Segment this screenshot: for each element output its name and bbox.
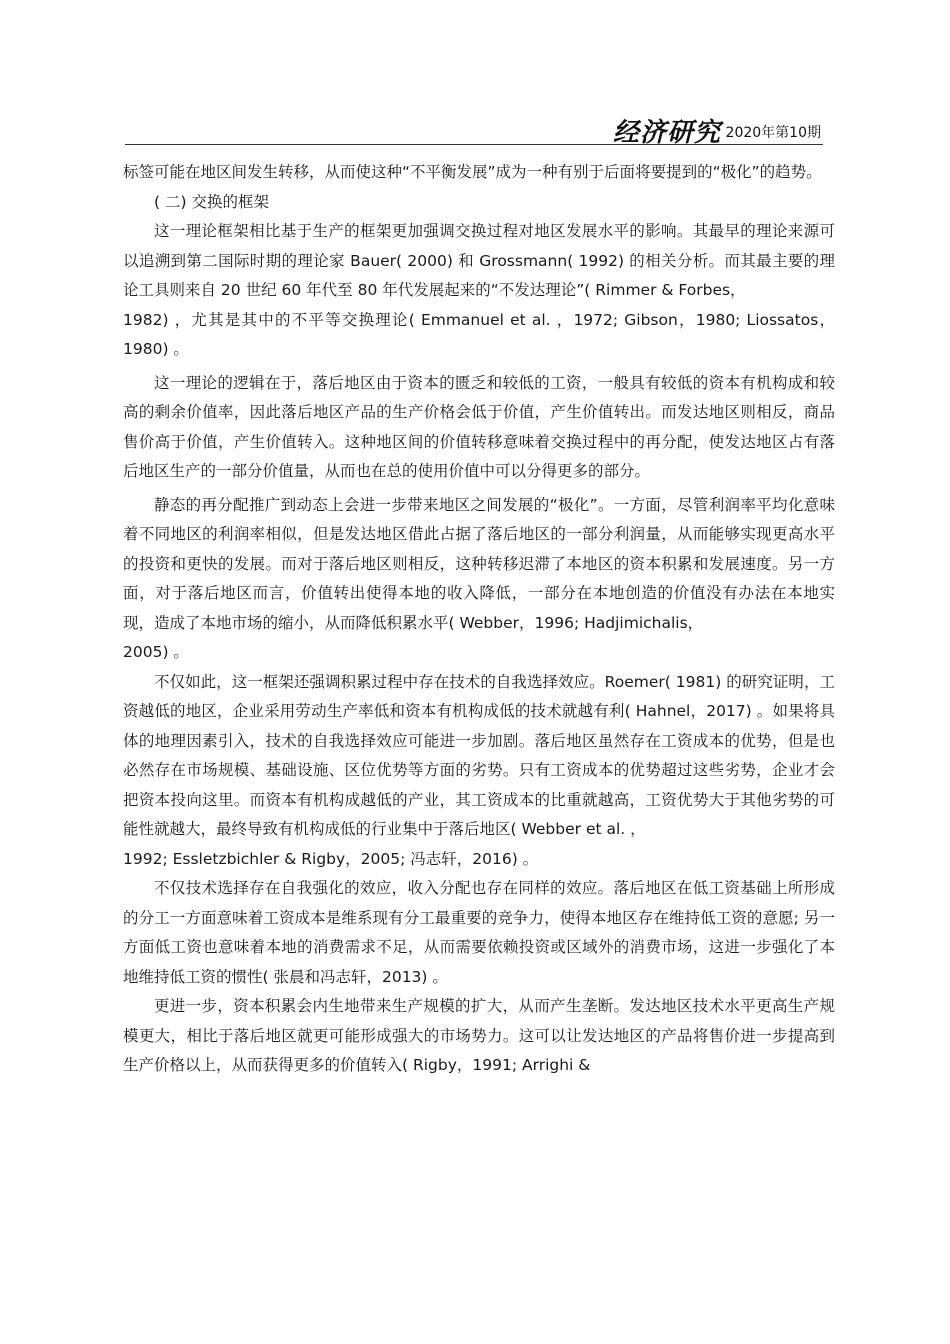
paragraph: 这一理论框架相比基于生产的框架更加强调交换过程对地区发展水平的影响。其最早的理论来源可以追溯到第二国际时期的理论家 Bauer( 2000) 和 Grossmann( 1992) 的相关分析。而其最主要的理论工具则来自 20 世纪 60 年代至 80 年代发展起来的“不发达理论”( Rimmer & Forbes，	[123, 222, 835, 299]
paragraph: 1982) ，尤其是其中的不平等交换理论( Emmanuel et al. ，1972; Gibson，1980; Liossatos，1980) 。	[123, 310, 835, 358]
paragraph: 不仅技术选择存在自我强化的效应，收入分配也存在同样的效应。落后地区在低工资基础上所形成的分工一方面意味着工资成本是维系现有分工最重要的竞争力，使得本地区存在维持低工资的意愿; 另一方面低工资也意味着本地的消费需求不足，从而需要依赖投资或区域外的消费市场，这进一步强化了本地维持低工资的惯性( 张晨和冯志轩，2013) 。	[123, 879, 835, 986]
paragraph: 不仅如此，这一框架还强调积累过程中存在技术的自我选择效应。Roemer( 1981) 的研究证明，工资越低的地区，企业采用劳动生产率低和资本有机构成低的技术就越有利( Hahnel，2017) 。如果将具体的地理因素引入，技术的自我选择效应可能进一步加剧。落后地区虽然存在工资成本的优势，但是也必然存在市场规模、基础设施、区位优势等方面的劣势。只有工资成本的优势超过这些劣势，企业才会把资本投向这里。而资本有机构成越低的产业，其工资成本的比重就越高，工资优势大于其他劣势的可能性就越大，最终导致有机构成低的行业集中于落后地区( Webber et al. ，	[123, 672, 835, 838]
paragraph: 标签可能在地区间发生转移，从而使这种“不平衡发展”成为一种有别于后面将要提到的“极化”的趋势。	[123, 163, 822, 181]
page-header	[125, 112, 823, 148]
paragraph: 2005) 。	[123, 643, 189, 661]
paragraph: 1992; Essletzbichler & Rigby，2005; 冯志轩，2016) 。	[123, 849, 539, 868]
journal-logo: 经济研究	[612, 118, 721, 148]
article-body	[123, 158, 835, 1081]
paragraph: 静态的再分配推广到动态上会进一步带来地区之间发展的“极化”。一方面，尽管利润率平均化意味着不同地区的利润率相似，但是发达地区借此占据了落后地区的一部分利润量，从而能够实现更高水平的投资和更快的发展。而对于落后地区则相反，这种转移迟滞了本地区的资本积累和发展速度。另一方面，对于落后地区而言，价值转出使得本地的收入降低，一部分在本地创造的价值没有办法在本地实现，造成了本地市场的缩小，从而降低积累水平( Webber，1996; Hadjimichalis，	[123, 495, 835, 632]
section-heading: ( 二) 交换的框架	[154, 192, 269, 211]
paragraph: 更进一步，资本积累会内生地带来生产规模的扩大，从而产生垄断。发达地区技术水平更高生产规模更大，相比于落后地区就更可能形成强大的市场势力。这可以让发达地区的产品将售价进一步提高到生产价格以上，从而获得更多的价值转入( Rigby，1991; Arrighi &	[123, 997, 835, 1074]
issue-label: 2020年第10期	[725, 125, 821, 141]
paragraph: 这一理论的逻辑在于，落后地区由于资本的匮乏和较低的工资，一般具有较低的资本有机构成和较高的剩余价值率，因此落后地区产品的生产价格会低于价值，产生价值转出。而发达地区则相反，商品售价高于价值，产生价值转入。这种地区间的价值转移意味着交换过程中的再分配，使发达地区占有落后地区生产的一部分价值量，从而也在总的使用价值中可以分得更多的部分。	[123, 373, 835, 480]
